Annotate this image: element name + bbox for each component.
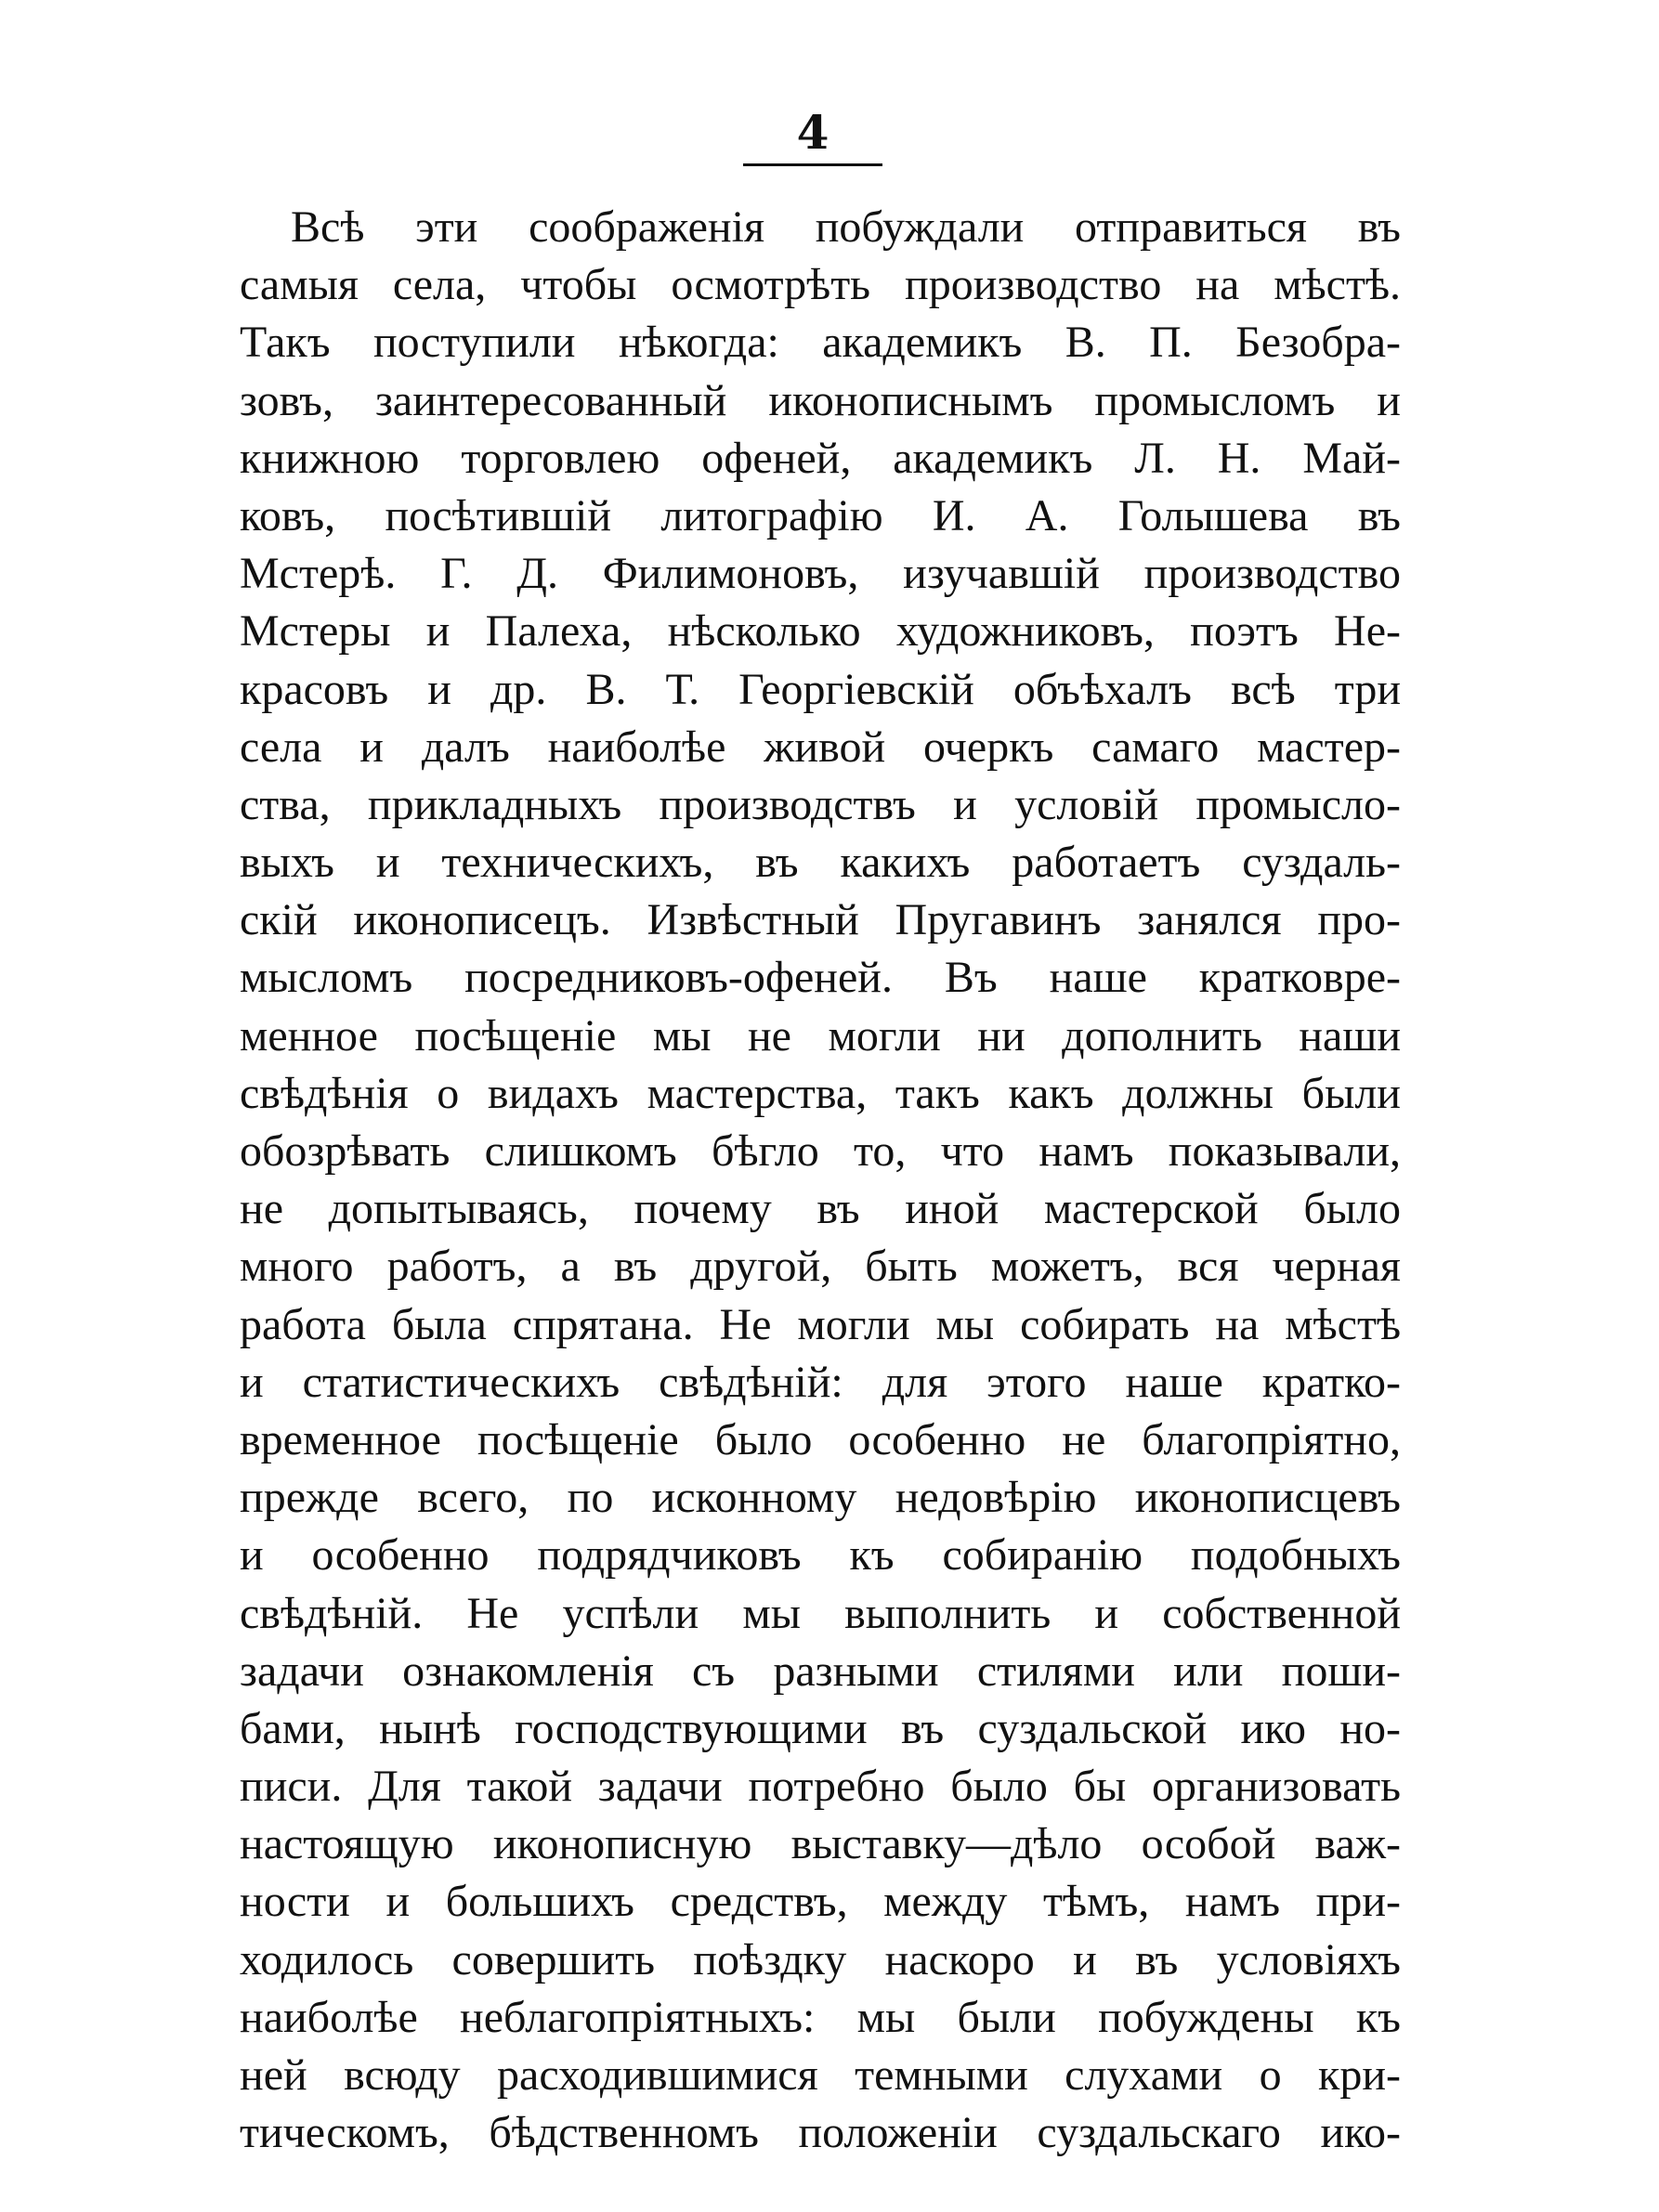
text-line: наиболѣе неблагопріятныхъ: мы были побуждены къ <box>240 1992 1401 2042</box>
text-line: менное посѣщеніе мы не могли ни дополнить наши <box>240 1010 1401 1060</box>
text-line: ности и большихъ средствъ, между тѣмъ, намъ при- <box>240 1877 1401 1927</box>
text-line: обозрѣвать слишкомъ бѣгло то, что намъ показывали, <box>240 1126 1401 1176</box>
text-line: ства, прикладныхъ производствъ и условій промысло- <box>240 779 1401 829</box>
text-line: и особенно подрядчиковъ къ собиранію подобныхъ <box>240 1530 1401 1581</box>
text-line: много работъ, а въ другой, быть можетъ, вся черная <box>240 1242 1401 1292</box>
text-line: ковъ, посѣтившій литографію И. А. Голышева въ <box>240 490 1401 540</box>
text-line: скій иконописецъ. Извѣстный Пругавинъ занялся про- <box>240 895 1401 945</box>
text-line: бами, нынѣ господствующими въ суздальской ико но- <box>240 1703 1401 1753</box>
text-line: Мстеры и Палеха, нѣсколько художниковъ, поэтъ Не- <box>240 606 1401 657</box>
text-line: свѣдѣнія о видахъ мастерства, такъ какъ должны были <box>240 1068 1401 1118</box>
text-line: Всѣ эти соображенія побуждали отправиться въ <box>291 202 1401 252</box>
text-line: книжною торговлею офеней, академикъ Л. Н. Май- <box>240 433 1401 483</box>
text-line: зовъ, заинтересованный иконописнымъ промысломъ и <box>240 375 1401 425</box>
text-line: задачи ознакомленія съ разными стилями или поши- <box>240 1646 1401 1696</box>
text-line: настоящую иконописную выставку—дѣло особой важ- <box>240 1819 1401 1869</box>
text-line: временное посѣщеніе было особенно не благопріятно, <box>240 1414 1401 1464</box>
text-line: выхъ и техническихъ, въ какихъ работаетъ суздаль- <box>240 838 1401 888</box>
text-line: красовъ и др. В. Т. Георгіевскій объѣхалъ всѣ три <box>240 664 1401 714</box>
text-line: свѣдѣній. Не успѣли мы выполнить и собственной <box>240 1588 1401 1638</box>
body-text <box>240 199 1401 2162</box>
page-number-rule <box>743 163 882 166</box>
text-line: не допытываясь, почему въ иной мастерской было <box>240 1184 1401 1234</box>
text-line: тическомъ, бѣдственномъ положеніи суздальскаго ико- <box>240 2108 1401 2158</box>
text-line: ходилось совершить поѣздку наскоро и въ условіяхъ <box>240 1934 1401 1984</box>
text-line: мысломъ посредниковъ-офеней. Въ наше кратковре- <box>240 953 1401 1003</box>
text-line: самыя села, чтобы осмотрѣть производство на мѣстѣ. <box>240 260 1401 310</box>
text-line: писи. Для такой задачи потребно было бы организовать <box>240 1762 1401 1812</box>
text-line: села и далъ наиболѣе живой очеркъ самаго мастер- <box>240 722 1401 772</box>
text-line: Такъ поступили нѣкогда: академикъ В. П. Безобра- <box>240 318 1401 368</box>
page-number: 4 <box>796 105 830 160</box>
text-line: и статистическихъ свѣдѣній: для этого наше кратко- <box>240 1357 1401 1407</box>
text-line: ней всюду расходившимися темными слухами о кри- <box>240 2050 1401 2100</box>
text-line: прежде всего, по исконному недовѣрію иконописцевъ <box>240 1473 1401 1523</box>
text-line: Мстерѣ. Г. Д. Филимоновъ, изучавшій производство <box>240 549 1401 599</box>
text-line: работа была спрятана. Не могли мы собирать на мѣстѣ <box>240 1299 1401 1349</box>
